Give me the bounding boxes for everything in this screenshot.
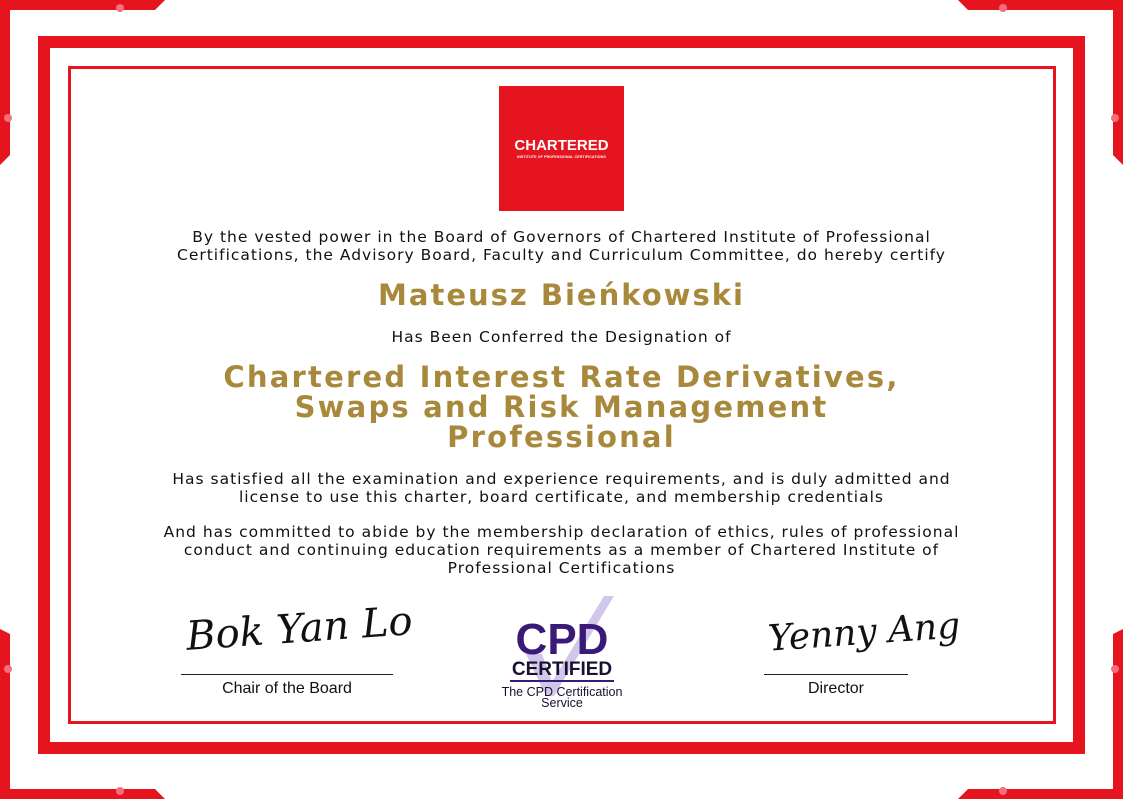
chair-signature-line [181, 674, 393, 675]
designation-title: Chartered Interest Rate Derivatives, Swaps and Risk Management Professional [223, 360, 900, 454]
cpd-service-line2: Service [541, 696, 583, 710]
logo-wordmark: CHARTERED [514, 137, 609, 154]
requirements-statement: Has satisfied all the examination and experience requirements, and is duly admitted and license to use this charter, board certificate, and membership credentials [172, 470, 951, 506]
recipient-name: Mateusz Bieńkowski [378, 278, 745, 312]
cpd-mark: CPD [515, 615, 609, 664]
logo-subtitle: INSTITUTE OF PROFESSIONAL CERTIFICATIONS [517, 155, 606, 159]
cpd-certified-badge [496, 592, 628, 710]
chartered-logo [499, 86, 624, 211]
ethics-statement: And has committed to abide by the membership declaration of ethics, rules of professional conduct and continuing education requirements as a member of Chartered Institute of Professional Certifications [163, 523, 960, 577]
cpd-service-line1: The CPD Certification [501, 685, 623, 699]
director-signature: Yenny Ang [766, 605, 962, 660]
chair-signature: Bok Yan Lo [184, 598, 415, 660]
director-signature-line [764, 674, 908, 675]
cpd-certified-label: CERTIFIED [511, 659, 613, 680]
chair-title: Chair of the Board [222, 680, 352, 697]
conferred-text: Has Been Conferred the Designation of [391, 328, 732, 346]
intro-statement: By the vested power in the Board of Governors of Chartered Institute of Professional Certifications, the Advisory Board, Faculty and Curriculum Committee, do hereby certify [177, 228, 946, 264]
director-title: Director [807, 680, 864, 697]
